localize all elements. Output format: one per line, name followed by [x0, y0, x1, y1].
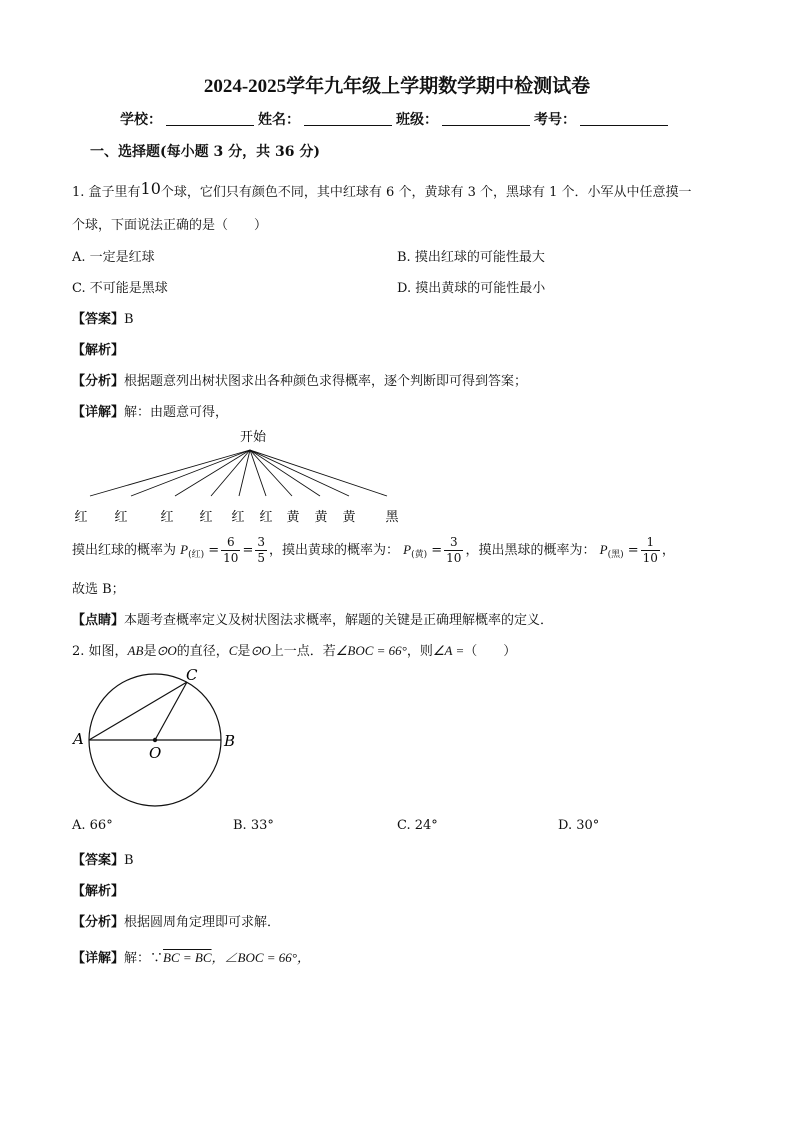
label-a: A [73, 730, 84, 748]
fraction-den: 10 [446, 551, 462, 565]
q1-probability-line: 摸出红球的概率为 $P_{(红)}$ = $\frac{6}{10}$ = $\frac{3}{5}$ ，摸出黄球的概率为： $P_{(黄)}$ = $\frac{3}{10}$ ，摸出黑球的概率为： $P_{(黑)}$ = $\frac{1}{10}$ ， [72, 535, 675, 565]
dianjing-tag: 【点睛】 [72, 613, 125, 628]
q2-option-d: D. 30° [558, 818, 600, 833]
student-info-line [120, 109, 672, 129]
fraction [641, 535, 660, 566]
tree-leaf: 黄 [286, 510, 300, 525]
fenxi-text: 根据题意列出树状图求出各种颜色求得概率，逐个判断即可得到答案； [124, 374, 528, 389]
q1-detail [72, 401, 228, 420]
q1-dianjing [72, 609, 553, 628]
q2-detail [72, 947, 310, 966]
tree-leaf: 红 [259, 510, 273, 525]
page-title: 2024-2025学年九年级上学期数学期中检测试卷 [203, 76, 591, 97]
prob-black-text: ，摸出黑球的概率为： [465, 543, 596, 558]
name-label: 姓名： [258, 112, 300, 128]
tree-root-label: 开始 [239, 430, 267, 445]
q2-option-a: A. 66° [72, 818, 113, 833]
prob-p-symbol: P [403, 542, 412, 557]
tree-leaf: 黄 [342, 510, 356, 525]
q2-option-c: C. 24° [397, 818, 438, 833]
tree-leaf: 红 [114, 510, 128, 525]
label-c: C [186, 666, 198, 684]
tree-branch [250, 450, 266, 496]
prob-yellow-sub: (黄) [411, 550, 428, 560]
detail-text: 解：∵ [124, 951, 164, 966]
tree-branch [250, 450, 320, 496]
q2-stem-part: （ ） [464, 644, 517, 659]
tree-branch [90, 450, 250, 496]
q2-stem-part: 2. 如图， [72, 644, 128, 659]
fraction [255, 535, 267, 566]
tree-diagram [60, 425, 420, 530]
fraction-num: 3 [444, 535, 463, 551]
prob-p-symbol: P [599, 542, 608, 557]
q1-conclusion: 故选 B； [72, 582, 125, 597]
label-b: B [224, 732, 236, 750]
radius-oc [155, 682, 187, 740]
detail-arc: BC = BC [163, 950, 212, 965]
prob-yellow-text: ，摸出黄球的概率为： [269, 543, 400, 558]
tree-leaf: 红 [199, 510, 213, 525]
prob-black-sub: (黑) [607, 550, 624, 560]
q2-ab: AB [127, 643, 144, 658]
chord-ac [89, 682, 187, 740]
q1-stem-line1 [72, 179, 692, 200]
tree-leaf: 红 [74, 510, 88, 525]
fraction-den: 10 [642, 551, 658, 565]
name-blank[interactable] [304, 112, 392, 126]
detail-tag: 【详解】 [72, 405, 125, 420]
prob-red-text: 摸出红球的概率为 [72, 543, 177, 558]
q2-circle-o: ⊙O [250, 643, 271, 658]
q2-stem-part: 是 [237, 644, 251, 659]
q2-circle-o: ⊙O [156, 643, 177, 658]
q1-stem-rest: 个球，它们只有颜色不同，其中红球有 6 个，黄球有 3 个，黑球有 1 个．小军从中任意摸一 [160, 185, 692, 200]
tree-leaf: 黄 [314, 510, 328, 525]
q2-stem-part: ，则 [406, 644, 433, 659]
fraction-den: 10 [223, 551, 239, 565]
number-label: 考号： [534, 112, 576, 128]
q2-point-c: C [228, 643, 238, 658]
prob-p-symbol: P [180, 542, 189, 557]
center-point [153, 738, 157, 742]
fraction [221, 535, 240, 566]
tree-branch [250, 450, 349, 496]
tree-branch [131, 450, 250, 496]
q1-stem-line2: 个球，下面说法正确的是（ ） [72, 218, 268, 233]
fenxi-tag: 【分析】 [72, 915, 125, 930]
q2-angle-boc: ∠BOC = 66° [335, 643, 407, 658]
number-blank[interactable] [580, 112, 668, 126]
answer-value: B [124, 853, 134, 868]
q2-stem-part: 的直径， [176, 644, 229, 659]
tree-branch [175, 450, 250, 496]
fraction-den: 5 [257, 551, 265, 565]
fraction [444, 535, 463, 566]
q2-stem [72, 640, 516, 659]
q1-option-c: C. 不可能是黑球 [72, 281, 168, 296]
q1-option-b: B. 摸出红球的可能性最大 [397, 250, 545, 265]
q1-option-a: A. 一定是红球 [72, 250, 155, 265]
q2-analysis-tag: 【解析】 [72, 884, 125, 899]
prob-red-sub: (红) [188, 550, 205, 560]
answer-tag: 【答案】 [72, 312, 125, 327]
fraction-num: 6 [221, 535, 240, 551]
section-heading: 一、选择题(每小题 3 分，共 36 分) [90, 144, 320, 160]
class-label: 班级： [396, 112, 438, 128]
fraction-num: 3 [257, 535, 265, 549]
q2-fenxi [72, 911, 280, 930]
q1-analysis-tag: 【解析】 [72, 343, 125, 358]
q1-option-d: D. 摸出黄球的可能性最小 [397, 281, 546, 296]
tree-leaf: 黑 [385, 510, 399, 525]
tree-leaf: 红 [231, 510, 245, 525]
tree-branches [90, 450, 387, 496]
q2-stem-part: 上一点．若 [270, 644, 336, 659]
detail-text: ，∠BOC = 66°， [211, 950, 311, 965]
q1-fenxi [72, 370, 527, 389]
class-blank[interactable] [442, 112, 530, 126]
dianjing-text: 本题考查概率定义及树状图法求概率，解题的关键是正确理解概率的定义． [124, 613, 554, 628]
answer-tag: 【答案】 [72, 853, 125, 868]
q2-option-b: B. 33° [233, 818, 274, 833]
label-o: O [149, 744, 162, 762]
school-label: 学校： [120, 112, 162, 128]
q1-stem-prefix: 1. 盒子里有 [72, 185, 141, 200]
tree-leaf: 红 [160, 510, 174, 525]
school-blank[interactable] [166, 112, 254, 126]
detail-tag: 【详解】 [72, 951, 125, 966]
fenxi-tag: 【分析】 [72, 374, 125, 389]
q2-angle-a: ∠A = [432, 643, 465, 658]
q2-stem-part: 是 [143, 644, 157, 659]
fraction-num: 1 [641, 535, 660, 551]
detail-text: 解：由题意可得， [124, 405, 229, 420]
answer-value: B [124, 312, 134, 327]
fenxi-text: 根据圆周角定理即可求解． [124, 915, 281, 930]
q1-ball-count: 10 [140, 179, 161, 198]
circle-figure [65, 664, 245, 809]
q2-answer [72, 849, 134, 868]
q1-answer [72, 308, 134, 327]
